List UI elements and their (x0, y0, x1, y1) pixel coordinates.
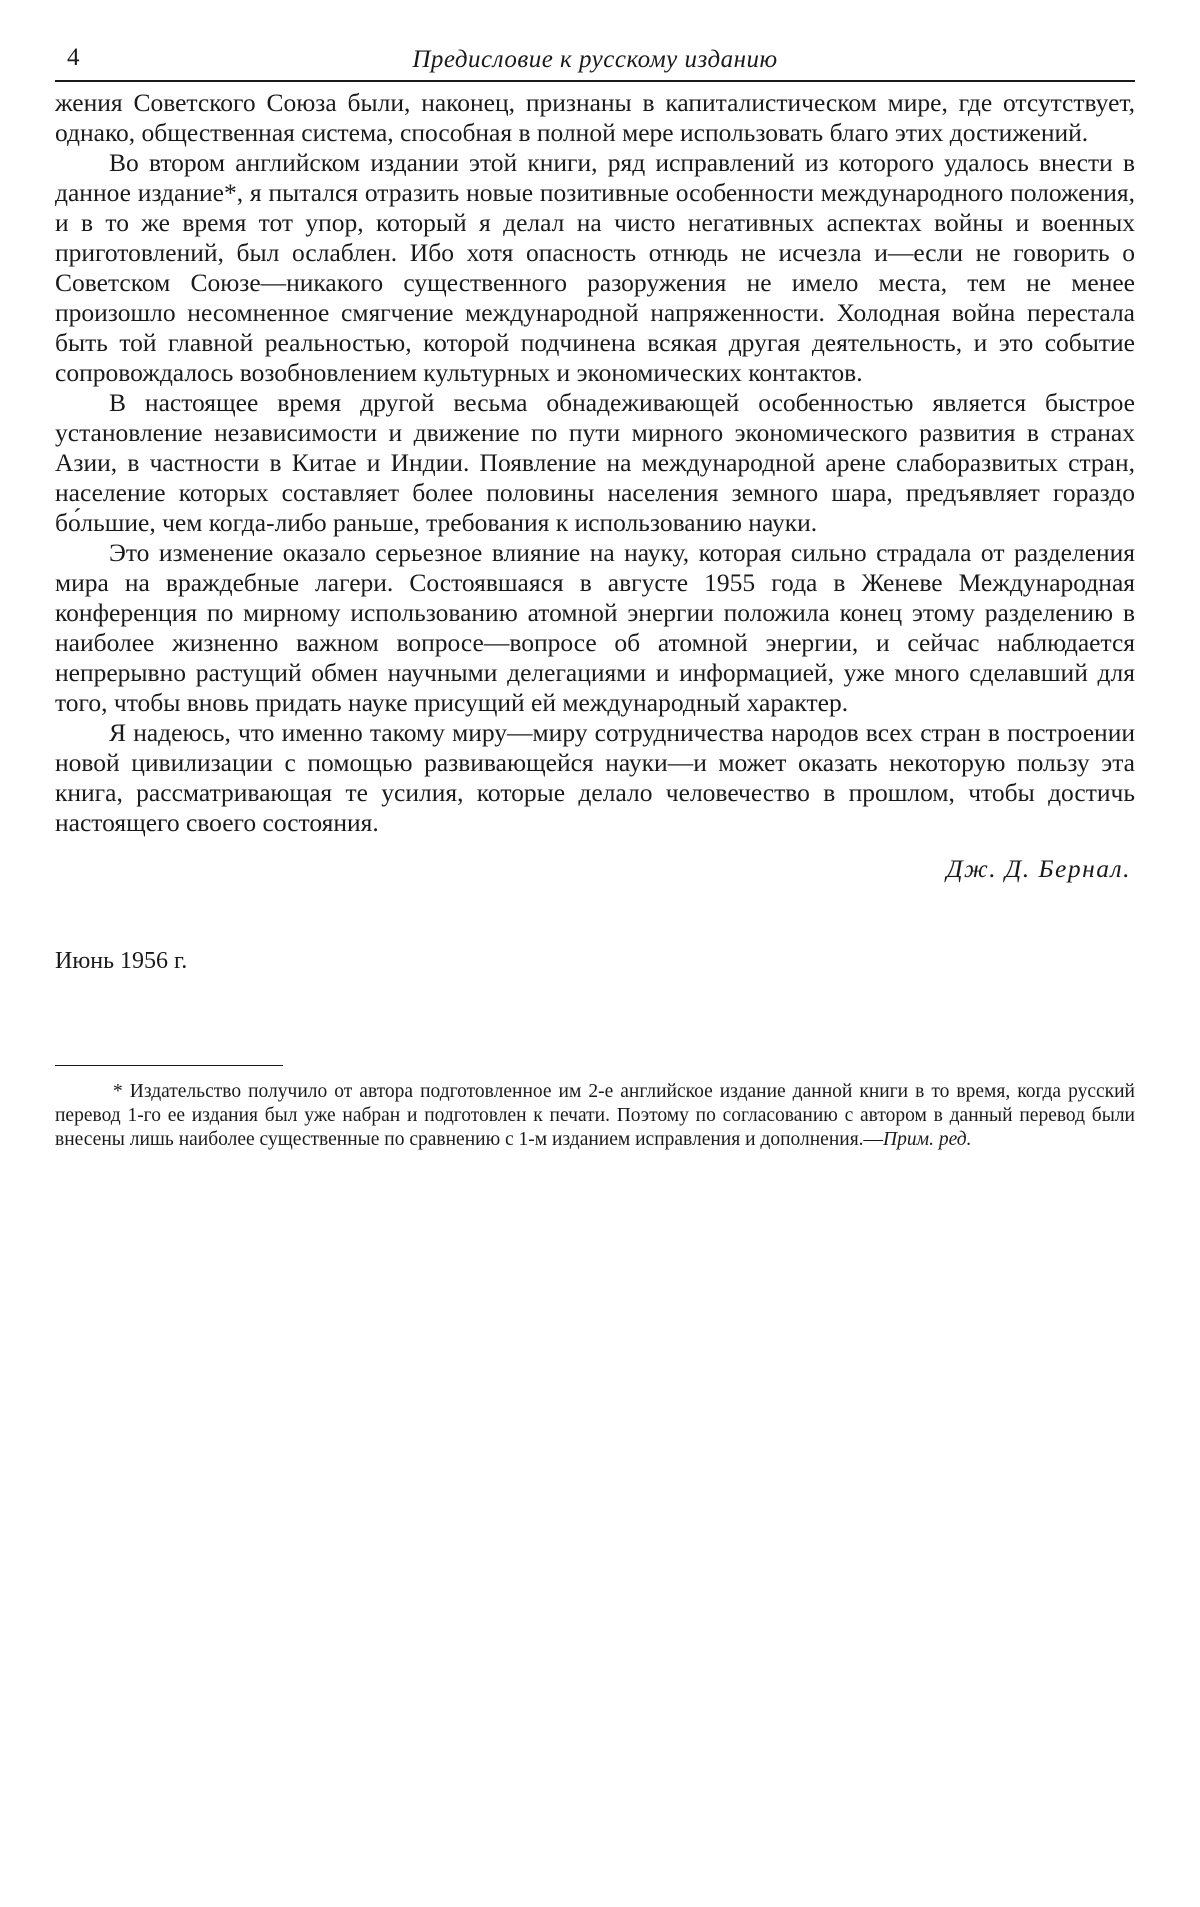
paragraph: Я надеюсь, что именно такому миру—миру сотрудничества народов всех стран в построении новой цивилизации с помощью развивающейся науки—и может оказать некоторую пользу эта книга, рассматривающая те усилия, которые делало человечество в прошлом, чтобы достичь настоящего своего состояния. (55, 718, 1135, 837)
running-header (55, 40, 1135, 82)
paragraph: Это изменение оказало серьезное влияние на науку, которая сильно страдала от разделения мира на враждебные лагери. Состоявшаяся в августе 1955 года в Женеве Международная конференция по мирному использованию атомной энергии положила конец этому разделению в наиболее жизненно важном вопросе—вопросе об атомной энергии, и сейчас наблюдается непрерывно растущий обмен научными делегациями и информацией, уже много сделавший для того, чтобы вновь придать науке присущий ей международный характер. (55, 538, 1135, 717)
author-signature: Дж. Д. Бернал. (946, 854, 1131, 883)
footnote (55, 1080, 1135, 1152)
date-line: Июнь 1956 г. (55, 948, 188, 974)
running-title: Предисловие к русскому изданию (412, 46, 778, 73)
paragraph: Во втором английском издании этой книги, ряд исправлений из которого удалось внести в данное издание*, я пытался отразить новые позитивные особенности международного положения, и в то же время тот упор, который я делал на чисто негативных аспектах войны и военных приготовлений, был ослаблен. Ибо хотя опасность отнюдь не исчезла и—если не говорить о Советском Союзе—никакого существенного разоружения не имело места, тем не менее произошло несомненное смягчение международной напряженности. Холодная война перестала быть той главной реальностью, которой подчинена всякая другая деятельность, и это событие сопровождалось возобновлением культурных и экономических контактов. (55, 148, 1135, 387)
document-page (55, 40, 1135, 1172)
paragraph: В настоящее время другой весьма обнадеживающей особенностью является быстрое установление независимости и движение по пути мирного экономического развития в странах Азии, в частности в Китае и Индии. Появление на международной арене слаборазвитых стран, население которых составляет более половины населения земного шара, предъявляет гораздо бо́льшие, чем когда-либо раньше, требования к использованию науки. (55, 388, 1135, 537)
footnote-text: * Издательство получило от автора подготовленное им 2-е английское издание данной книги в то время, когда русский перевод 1-го ее издания был уже набран и подготовлен к печати. Поэтому по согласованию с автором в данный перевод были внесены лишь наиболее существенные по сравнению с 1-м изданием исправления и дополнения.— (55, 1081, 1135, 1150)
editor-note: Прим. ред. (883, 1129, 972, 1150)
body-text (55, 88, 1135, 838)
footnote-divider (55, 1065, 283, 1066)
page-number: 4 (67, 44, 80, 71)
paragraph-continued: жения Советского Союза были, наконец, признаны в капиталистическом мире, где отсутствует, однако, общественная система, способная в полной мере использовать благо этих достижений. (55, 88, 1135, 147)
